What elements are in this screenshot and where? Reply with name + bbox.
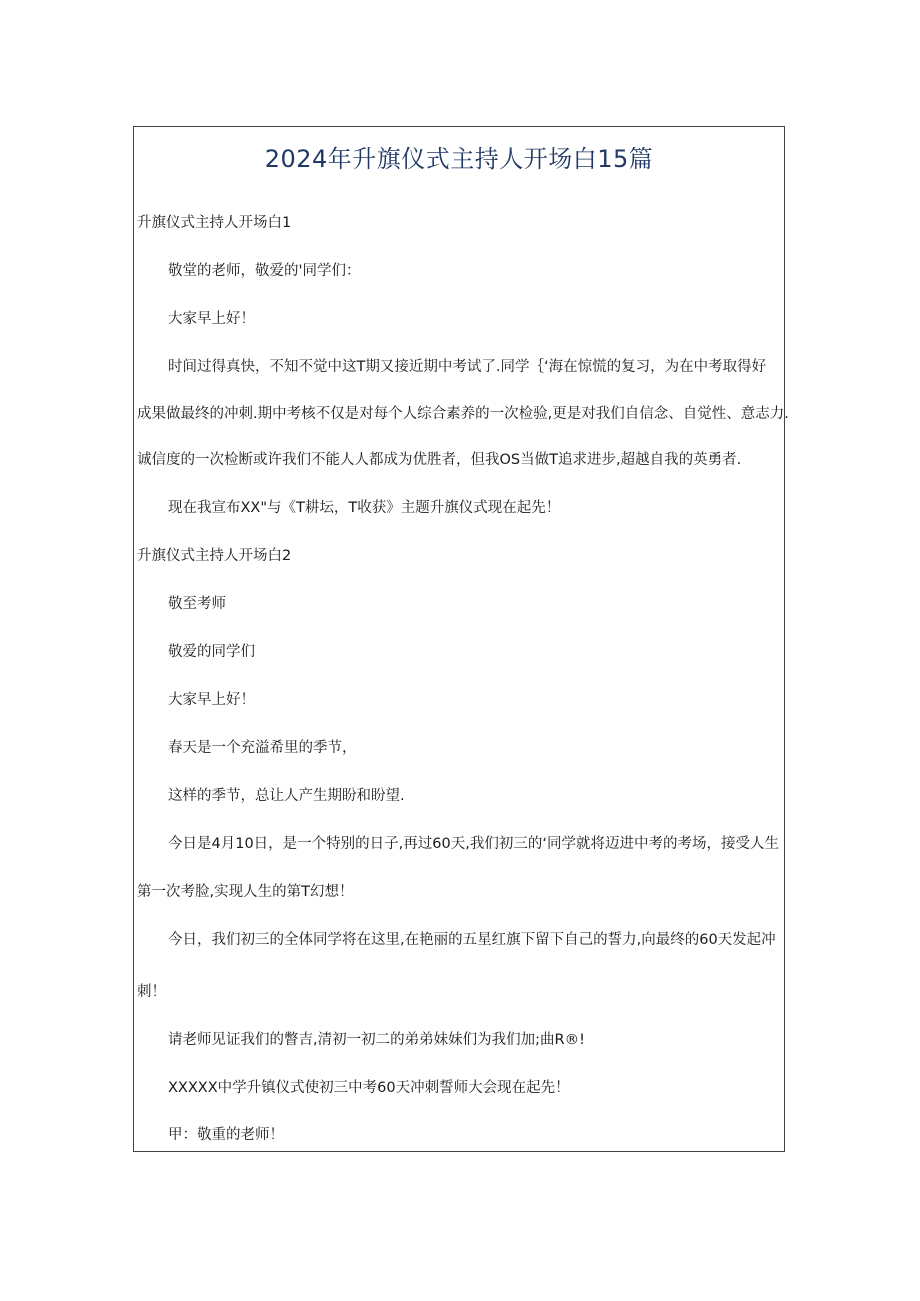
paragraph-line: 甲：敬重的老师！ (168, 1127, 284, 1143)
paragraph-line: 敬至考师 (168, 596, 226, 612)
paragraph-line: 时间过得真快，不知不觉中这T期又接近期中考试了.同学｛‘海在惊慌的复习，为在中考取得好 (168, 359, 767, 375)
paragraph-line: 今日是4月10日，是一个特别的日子,再过60天,我们初三的‘同学就将迈进中考的考场，接受人生 (168, 836, 779, 852)
paragraph-line: 现在我宣布XX"与《T耕坛，T收获》主题升旗仪式现在起先！ (168, 500, 561, 516)
document-page (133, 126, 789, 1152)
document-title: 2024年升旗仪式主持人开场白15篇 (264, 145, 654, 173)
paragraph-line: 大家早上好！ (168, 311, 255, 327)
paragraph-line: XXXXX中学升镇仪式使初三中考60天冲刺誓师大会现在起先！ (168, 1080, 570, 1096)
paragraph-line: 敬爱的同学们 (168, 644, 255, 660)
paragraph-line: 请老师见证我们的瞥吉,清初一初二的弟弟妹妹们为我们加;曲R®! (168, 1032, 585, 1048)
paragraph-line: 成果做最终的冲刺.期中考核不仅是对每个人综合素养的一次检验,更是对我们自信念、自觉性、意志力. (137, 406, 789, 422)
paragraph-line: 这样的季节，总让人产生期盼和盼望. (168, 788, 405, 804)
paragraph-line: 诚信度的一次检断或许我们不能人人都成为优胜者，但我OS当做T追求进步,超越自我的英勇者. (137, 452, 742, 468)
paragraph-line: 敬堂的老师，敬爱的'同学们： (168, 263, 361, 279)
paragraph-line: 第一次考脸,实现人生的第T幻想！ (137, 884, 354, 900)
paragraph-line: 春天是一个充溢希里的季节， (168, 740, 357, 756)
paragraph-line: 大家早上好！ (168, 692, 255, 708)
section-heading-2: 升旗仪式主持人开场白2 (137, 548, 292, 564)
paragraph-line: 今日，我们初三的全体同学将在这里,在艳丽的五星红旗下留下自己的誓力,向最终的60天发起冲 (168, 932, 776, 948)
section-heading-1: 升旗仪式主持人开场白1 (137, 215, 292, 231)
paragraph-line: 刺！ (137, 984, 166, 1000)
